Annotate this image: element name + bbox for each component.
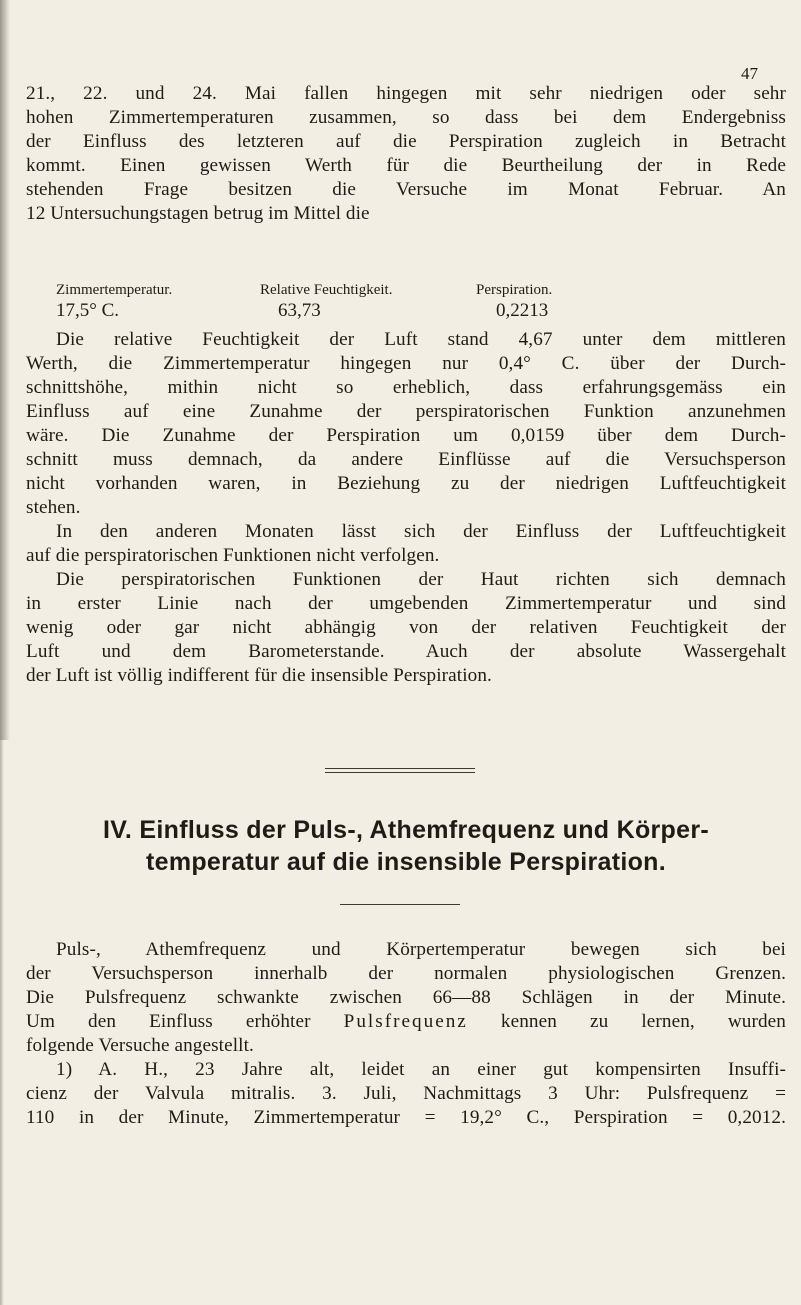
text-run: Um den Einfluss erhöhter — [26, 1011, 311, 1032]
emphasis-spaced: Pulsfrequenz — [343, 1011, 468, 1032]
text-line: Einfluss auf eine Zunahme der perspiratorischen Funktion anzunehmen — [26, 401, 786, 422]
section-divider — [325, 768, 475, 769]
table-value-perspiration: 0,2213 — [496, 300, 549, 321]
section-heading-line: IV. Einfluss der Puls-, Athemfrequenz und Körper- — [103, 816, 709, 844]
text-line: der Versuchsperson innerhalb der normalen physiologischen Grenzen. — [26, 963, 786, 984]
text-line: 110 in der Minute, Zimmertemperatur = 19,2° C., Perspiration = 0,2012. — [26, 1107, 786, 1128]
text-line: stehen. — [26, 497, 81, 518]
text-line: auf die perspiratorischen Funktionen nicht verfolgen. — [26, 545, 440, 566]
table-value-temperature: 17,5° C. — [56, 300, 120, 321]
text-line: in erster Linie nach der umgebenden Zimmertemperatur und sind — [26, 593, 786, 614]
text-line: nicht vorhanden waren, in Beziehung zu der niedrigen Luftfeuchtigkeit — [26, 473, 786, 494]
text-line: wenig oder gar nicht abhängig von der relativen Feuchtigkeit der — [26, 617, 786, 638]
table-header-perspiration: Perspiration. — [476, 282, 553, 298]
table-header-temperature: Zimmertemperatur. — [56, 282, 173, 298]
section-divider — [325, 772, 475, 773]
text-line: folgende Versuche angestellt. — [26, 1035, 254, 1056]
text-line: stehenden Frage besitzen die Versuche im Monat Februar. An — [26, 179, 786, 200]
text-line: Werth, die Zimmertemperatur hingegen nur 0,4° C. über der Durch- — [26, 353, 786, 374]
page-binding-shadow — [0, 0, 10, 740]
text-line: Die Pulsfrequenz schwankte zwischen 66—88 Schlägen in der Minute. — [26, 987, 786, 1008]
page-edge-shadow — [0, 740, 4, 1305]
body-text — [26, 328, 786, 688]
section-rule — [340, 904, 460, 905]
text-line: wäre. Die Zunahme der Perspiration um 0,0159 über dem Durch- — [26, 425, 786, 446]
table-header-humidity: Relative Feuchtigkeit. — [260, 282, 393, 298]
text-line: cienz der Valvula mitralis. 3. Juli, Nachmittags 3 Uhr: Pulsfrequenz = — [26, 1083, 786, 1104]
text-line: der Einfluss des letzteren auf die Perspiration zugleich in Betracht — [26, 131, 786, 152]
text-line: 21., 22. und 24. Mai fallen hingegen mit sehr niedrigen oder sehr — [26, 83, 786, 104]
text-line: Puls-, Athemfrequenz und Körpertemperatur bewegen sich bei — [56, 939, 786, 960]
text-line: Die perspiratorischen Funktionen der Haut richten sich demnach — [56, 569, 786, 590]
text-line: 1) A. H., 23 Jahre alt, leidet an einer gut kompensirten Insuffi- — [56, 1059, 786, 1080]
page-number: 47 — [741, 64, 758, 83]
section-heading-line: temperatur auf die insensible Perspiration. — [146, 848, 666, 876]
table-value-humidity: 63,73 — [278, 300, 321, 321]
text-line: schnittshöhe, mithin nicht so erheblich, dass erfahrungsgemäss ein — [26, 377, 786, 398]
text-line: Die relative Feuchtigkeit der Luft stand 4,67 unter dem mittleren — [56, 329, 786, 350]
section-heading — [26, 814, 786, 878]
text-line: 12 Untersuchungstagen betrug im Mittel die — [26, 203, 370, 224]
text-line — [26, 1010, 786, 1034]
text-run: kennen zu lernen, wurden — [500, 1011, 786, 1032]
text-line: Luft und dem Barometerstande. Auch der absolute Wassergehalt — [26, 641, 786, 662]
text-line: schnitt muss demnach, da andere Einflüsse auf die Versuchsperson — [26, 449, 786, 470]
text-line: der Luft ist völlig indifferent für die insensible Perspiration. — [26, 665, 492, 686]
intro-paragraph — [26, 82, 786, 226]
text-line: hohen Zimmertemperaturen zusammen, so dass bei dem Endergebniss — [26, 107, 786, 128]
text-line: kommt. Einen gewissen Werth für die Beurtheilung der in Rede — [26, 155, 786, 176]
text-line: In den anderen Monaten lässt sich der Einfluss der Luftfeuchtigkeit — [56, 521, 786, 542]
puls-paragraph — [26, 938, 786, 1130]
